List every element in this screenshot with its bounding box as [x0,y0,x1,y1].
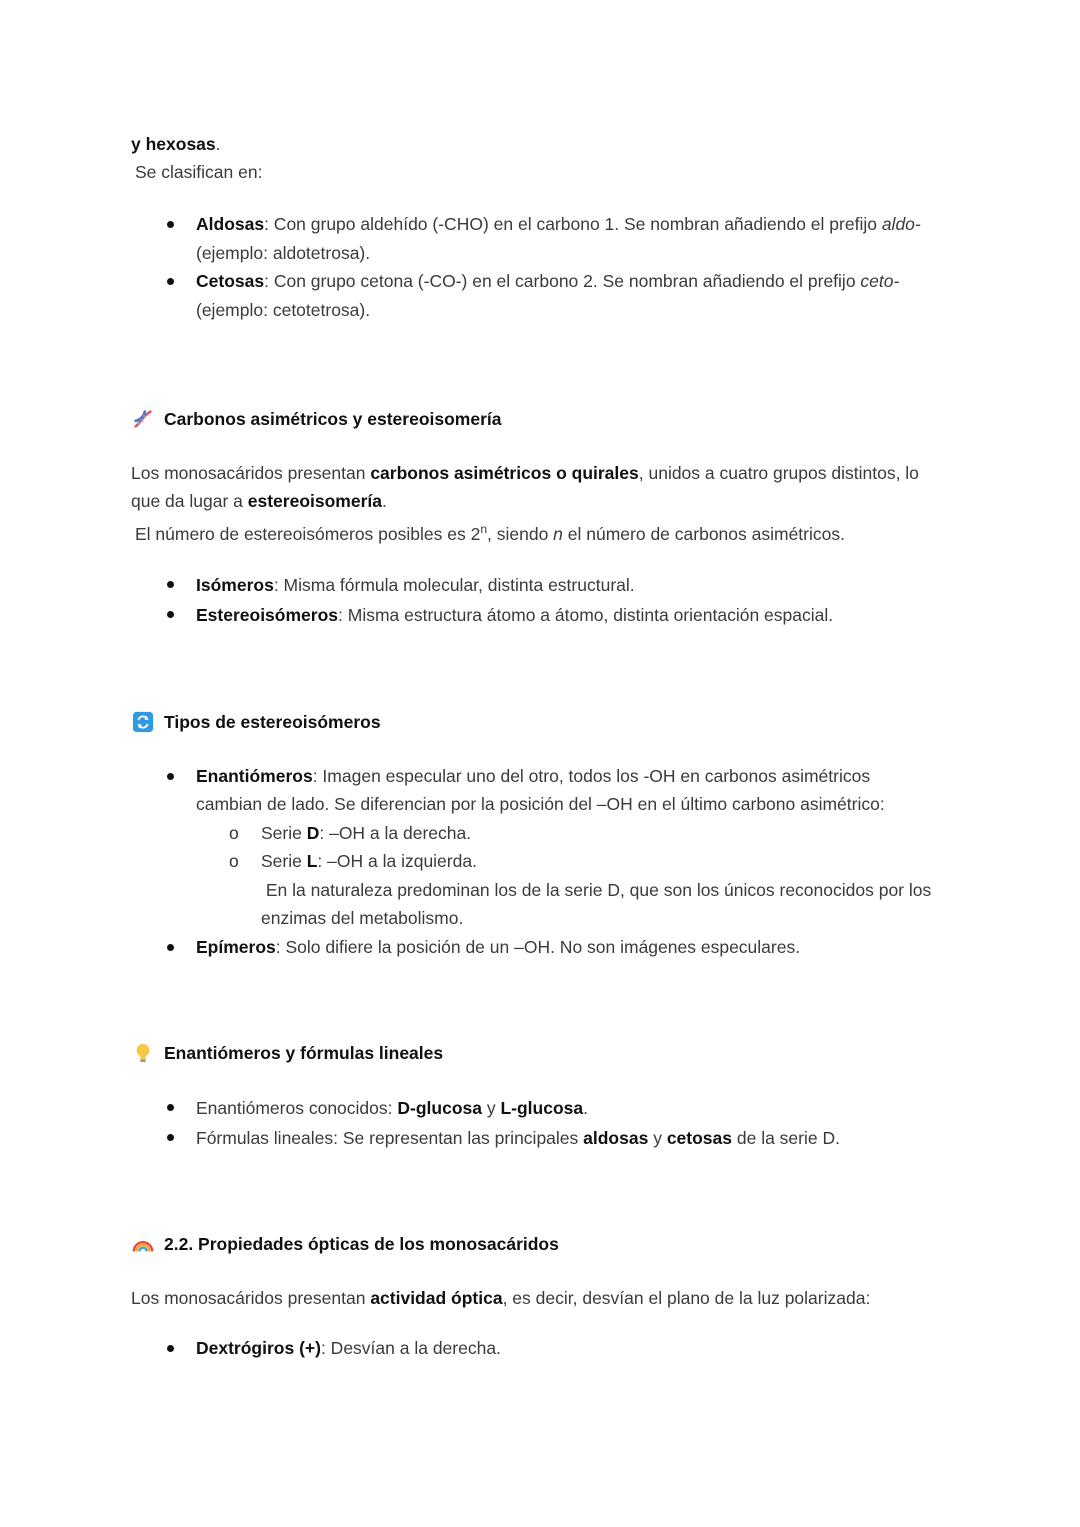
letter: D [306,822,320,843]
list-item [131,762,951,819]
text: Los monosacáridos presentan [131,1288,371,1309]
prefix: aldo- [881,214,921,234]
text: Los monosacáridos presentan [131,463,371,483]
epimer-list [131,933,951,962]
text: : –OH a la derecha. [319,822,472,843]
dna-icon [132,408,154,430]
text: y [648,1128,667,1149]
bold-term: cetosas [666,1128,732,1149]
asym-paragraph [131,459,951,515]
bold-term: L-glucosa [500,1098,584,1119]
lightbulb-icon [132,1042,154,1064]
text: : Misma estructura átomo a átomo, distinta orientación espacial. [338,604,834,625]
repeat-icon [132,711,154,733]
list-item [131,570,951,600]
text: , siendo [487,523,554,544]
text: Fórmulas lineales: Se representan las principales [196,1128,584,1149]
text: enzimas del metabolismo. [261,908,464,929]
list-item [131,210,951,267]
isomer-list [131,570,951,630]
list-item [131,600,951,630]
bold-term: carbonos asimétricos o quirales [370,463,639,483]
text: Serie [261,822,307,843]
text: En la naturaleza predominan los de la serie D, que son los únicos reconocidos por los [261,879,932,900]
text: : Con grupo aldehído (-CHO) en el carbono 1. Se nombran añadiendo el prefijo [264,214,882,234]
sub-item [131,847,951,876]
prefix: ceto- [860,271,900,291]
bold-term: actividad óptica [370,1288,503,1309]
intro-bold: y hexosas [131,134,216,154]
text: cambian de lado. Se diferencian por la posición del –OH en el último carbono asimétrico: [196,794,885,815]
text: . [583,1098,588,1119]
intro-classify: Se clasifican en: [135,162,263,182]
term: Enantiómeros [196,765,313,786]
superscript: n [480,522,488,536]
intro-end: . [215,134,221,154]
example: (ejemplo: aldotetrosa). [196,242,371,263]
text: : –OH a la izquierda. [317,851,477,872]
term: Epímeros [196,936,276,957]
text: : Solo difiere la posición de un –OH. No son imágenes especulares. [275,936,801,957]
text: : Imagen especular uno del otro, todos los -OH en carbonos asimétricos [312,765,871,786]
list-item [131,933,951,962]
list-item [131,1123,951,1153]
term: Isómeros [196,574,274,595]
text: , es decir, desvían el plano de la luz polarizada: [502,1288,871,1309]
heading-text: Carbonos asimétricos y estereoisomería [164,409,502,429]
heading-text: Tipos de estereoisómeros [164,711,381,732]
list-item [131,267,951,324]
text: de la serie D. [732,1128,840,1149]
example: (ejemplo: cetotetrosa). [196,299,371,320]
term: Aldosas [196,214,265,234]
term: Dextrógiros (+) [196,1338,321,1359]
text: : Misma fórmula molecular, distinta estructural. [273,574,635,595]
text: el número de carbonos asimétricos. [562,523,845,544]
text: , unidos a cuatro grupos distintos, lo [638,463,919,483]
types-list [131,762,951,819]
bold-term: estereoisomería [247,491,383,511]
series-list [131,819,951,876]
text: Enantiómeros conocidos: [196,1098,398,1119]
intro-line [131,130,951,158]
document-page [131,130,951,1363]
rainbow-icon [132,1233,154,1255]
optics-paragraph [131,1284,951,1312]
term: Cetosas [196,271,265,291]
asym-formula-paragraph [131,515,951,548]
text: : Desvían a la derecha. [320,1338,501,1359]
section-heading-optics [131,1230,951,1258]
section-heading-linear [131,1039,951,1067]
text: Serie [261,851,307,872]
text: que da lugar a [131,491,248,511]
text: y [481,1098,501,1119]
heading-text: 2.2. Propiedades ópticas de los monosacáridos [164,1234,559,1255]
sub-item [131,819,951,848]
bold-term: D-glucosa [397,1098,482,1119]
optics-list [131,1334,951,1363]
classification-list [131,210,951,324]
list-item [131,1334,951,1363]
letter: L [306,851,318,872]
text: . [382,491,387,511]
section-heading-types [131,708,951,736]
text: : Con grupo cetona (-CO-) en el carbono 2. Se nombran añadiendo el prefijo [264,271,861,291]
italic-n: n [553,523,563,544]
section-heading-asymmetric [131,405,951,433]
heading-text: Enantiómeros y fórmulas lineales [164,1043,444,1064]
list-item [131,1093,951,1123]
text: El número de estereoisómeros posibles es 2 [135,523,481,544]
bold-term: aldosas [583,1128,649,1149]
series-note [131,876,951,933]
linear-list [131,1093,951,1153]
term: Estereoisómeros [196,604,339,625]
